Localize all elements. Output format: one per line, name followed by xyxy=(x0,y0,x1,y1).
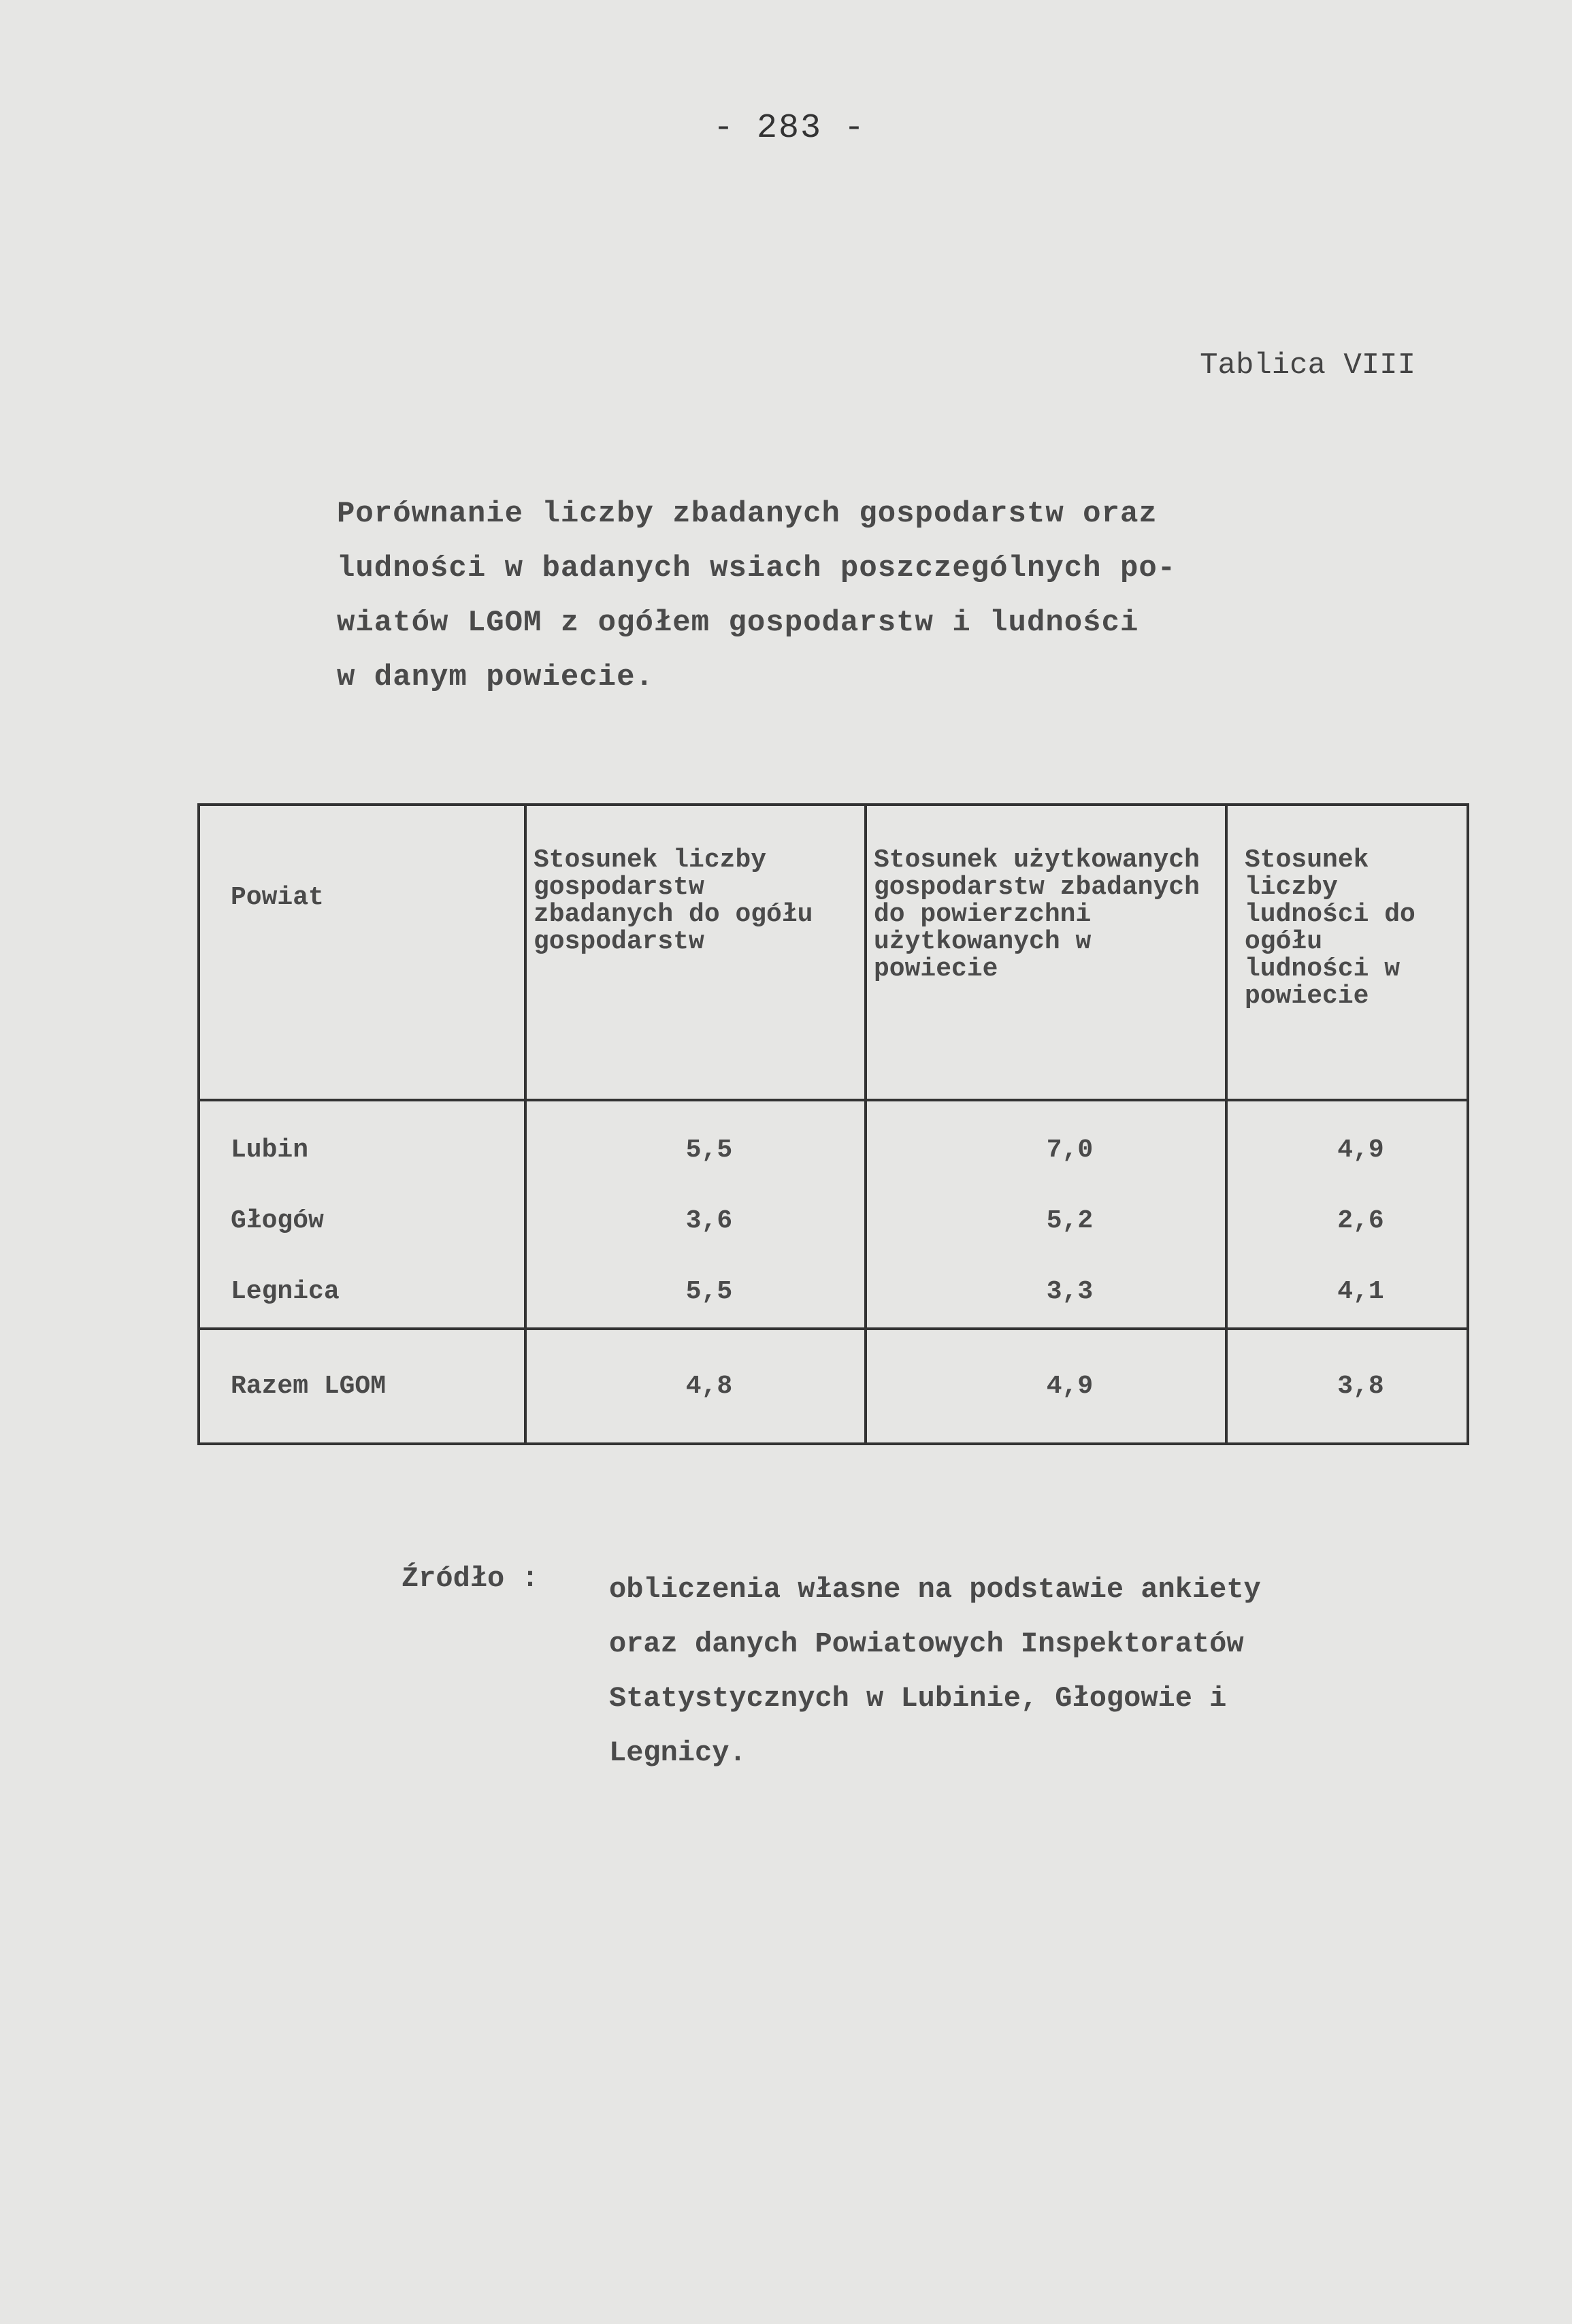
header-row xyxy=(199,805,1468,1100)
table-title xyxy=(337,487,1290,705)
table-row xyxy=(199,1257,1468,1329)
title-line: ludności w badanych wsiach poszczególnych po- xyxy=(337,551,1177,585)
header-powiat: Powiat xyxy=(199,805,525,1100)
row-value: 4,9 xyxy=(1226,1100,1468,1186)
source-line: obliczenia własne na podstawie ankiety xyxy=(609,1573,1261,1606)
total-value: 4,8 xyxy=(525,1329,866,1444)
source-text xyxy=(609,1562,1426,1780)
source-line: Legnicy. xyxy=(609,1737,747,1769)
header-land-ratio: Stosunek użytkowanych gospodarstw zbadanych do powierzchni użytkowanych w powiecie xyxy=(866,805,1226,1100)
data-table xyxy=(197,803,1469,1445)
total-powiat: Razem LGOM xyxy=(199,1329,525,1444)
page-number: - 283 - xyxy=(713,109,866,148)
title-line: w danym powiecie. xyxy=(337,660,654,694)
table-label: Tablica VIII xyxy=(1200,349,1415,383)
title-line: Porównanie liczby zbadanych gospodarstw oraz xyxy=(337,497,1158,531)
row-powiat: Lubin xyxy=(199,1100,525,1186)
header-population-ratio: Stosunek liczby ludności do ogółu ludności w powiecie xyxy=(1226,805,1468,1100)
row-value: 3,3 xyxy=(866,1257,1226,1329)
row-value: 2,6 xyxy=(1226,1186,1468,1257)
row-value: 5,5 xyxy=(525,1100,866,1186)
total-row xyxy=(199,1329,1468,1444)
row-value: 3,6 xyxy=(525,1186,866,1257)
source-line: Statystycznych w Lubinie, Głogowie i xyxy=(609,1682,1227,1715)
total-value: 3,8 xyxy=(1226,1329,1468,1444)
row-value: 7,0 xyxy=(866,1100,1226,1186)
total-value: 4,9 xyxy=(866,1329,1226,1444)
row-value: 5,2 xyxy=(866,1186,1226,1257)
row-value: 4,1 xyxy=(1226,1257,1468,1329)
table-row xyxy=(199,1186,1468,1257)
row-powiat: Głogów xyxy=(199,1186,525,1257)
source-label: Źródło : xyxy=(402,1562,539,1595)
source-line: oraz danych Powiatowych Inspektoratów xyxy=(609,1628,1244,1660)
table-row xyxy=(199,1100,1468,1186)
row-powiat: Legnica xyxy=(199,1257,525,1329)
header-households-ratio: Stosunek liczby gospodarstw zbadanych do ogółu gospodarstw xyxy=(525,805,866,1100)
title-line: wiatów LGOM z ogółem gospodarstw i ludności xyxy=(337,606,1139,640)
row-value: 5,5 xyxy=(525,1257,866,1329)
